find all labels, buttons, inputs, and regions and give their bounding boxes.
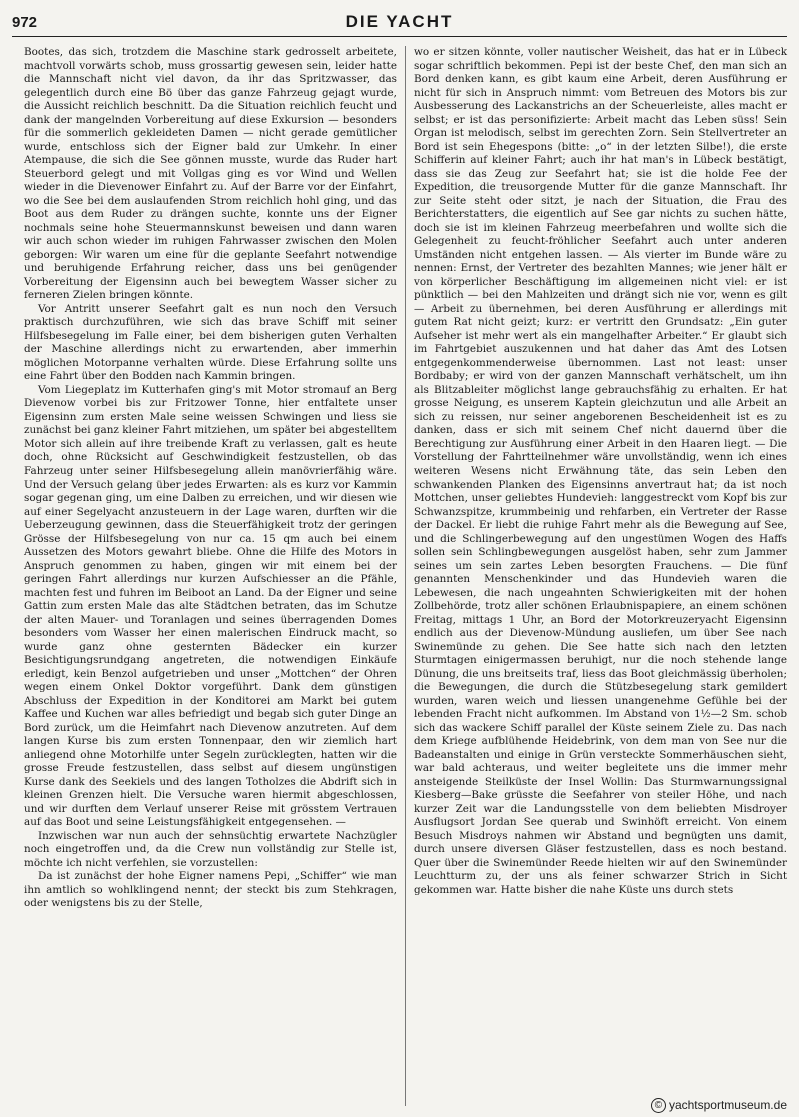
paragraph: Bootes, das sich, trotzdem die Maschine stark gedrosselt arbeitete, machtvoll vorwärts schob, muss grossartig gewesen sein, leider hatte die Mannschaft nicht viel davon, da ihr das Spritzwasser, das gelegentlich durch eine Bö über das ganze Fahrzeug gejagt wurde, die Aussicht reichlich beschnitt. Da die Situation reichlich feucht und dank der mangelnden Vorbereitung auf diese Exkursion — besonders für die sommerlich gekleideten Damen — nicht gerade gemütlicher wurde, entschloss sich der Eigner bald zur Umkehr. In einer Atempause, die sich die See gönnen musste, wurde das Ruder hart Steuerbord gelegt und mit Vollgas ging es vor Wind und Wellen wieder in die Dievenower Einfahrt zu. Auf der Barre vor der Einfahrt, wo die See bei dem auslaufenden Strom reichlich hohl ging, und das Boot aus dem Ruder zu drängen suchte, konnte uns der Eigner nochmals seine hohe Steuermannskunst beweisen und dann waren wir auch schon wieder im ruhigen Fahrwasser zwischen den Molen geborgen: Wir waren um eine für die geplante Seefahrt notwendige und beruhigende Erfahrung reicher, dass uns bei genügender Vorbereitung der Eigensinn auch bei bewegtem Wasser sicher zu ferneren Zielen bringen könnte. (24, 46, 397, 302)
header-rule (12, 36, 787, 37)
right-column (414, 46, 787, 897)
paragraph: Vom Liegeplatz im Kutterhafen ging's mit Motor stromauf an Berg Dievenow vorbei bis zur Fritzower Tonne, hier entfaltete unser Eigensinn zum ersten Male seine weissen Schwingen und liess sie zunächst bei ganz kleiner Fahrt mitziehen, um später bei abgestelltem Motor sich allein auf ihre treibende Kraft zu verlassen, galt es heute doch, ohne Rücksicht auf Geschwindigkeit festzustellen, ob das Fahrzeug unter seiner Hilfsbesegelung allein manövrierfähig wäre. Und der Versuch gelang über jedes Erwarten: als es kurz vor Kammin sogar gegenan ging, um eine Dalben zu erreichen, und wir diesen wie auf einer Segelyacht anzusteuern in der Lage waren, durften wir die Ueberzeugung gewinnen, dass die Steuerfähigkeit trotz der geringen Grösse der Hilfsbesegelung von nur ca. 15 qm auch bei einem Aussetzen des Motors gewahrt bliebe. Ohne die Hilfe des Motors in Anspruch genommen zu haben, gingen wir mit einem bei der geringen Fahrt allerdings nur kurzen Aufschiesser an die Pfähle, machten fest und fuhren im Beiboot an Land. Da der Eigner und seine Gattin zum ersten Male das alte Städtchen betraten, das im Schutze der alten Mauer- und Toranlagen und seines überragenden Domes besonders vom Wasser her einen malerischen Eindruck macht, so wurde ganz ohne gesternten Bädecker ein kurzer Besichtigungsrundgang angetreten, die notwendigen Einkäufe erledigt, kein Benzol aufgetrieben und unser „Mottchen“ der Ohren wegen einem Onkel Doktor vorgeführt. Dank dem günstigen Abschluss der Expedition in der Konditorei am Markt bei gutem Kaffee und Kuchen war alles befriedigt und begab sich guter Dinge an Bord zurück, um die Heimfahrt nach Dievenow anzutreten. Auf dem langen Kurse bis zum ersten Tonnenpaar, den wir ziemlich hart anliegend ohne Motorhilfe unter Segeln zurücklegten, hatten wir die grosse Freude festzustellen, dass selbst auf diesem ungünstigen Kurse dank des Seekiels und des langen Totholzes die Abdrift sich in kleinen Grenzen hielt. Die Versuche waren hiermit abgeschlossen, und wir durften dem Verlauf unserer Reise mit grösstem Vertrauen auf das Boot und seine Leistungsfähigkeit entgegensehen. — (24, 383, 397, 829)
page-header (0, 0, 799, 38)
column-divider (405, 46, 406, 1106)
watermark (651, 1098, 787, 1113)
paragraph: Inzwischen war nun auch der sehnsüchtig erwartete Nachzügler noch eingetroffen und, da die Crew nun vollständig zur Stelle ist, möchte ich nicht verfehlen, sie vorzustellen: (24, 829, 397, 869)
page-number: 972 (12, 14, 38, 31)
left-column (24, 46, 397, 911)
paragraph: Da ist zunächst der hohe Eigner namens Pepi, „Schiffer“ wie man ihn amtlich so wohlklingend nennt; der steckt bis zum Stehkragen, oder wenigstens bis zu der Stelle, (24, 870, 397, 910)
paragraph: wo er sitzen könnte, voller nautischer Weisheit, das hat er in Lübeck sogar schriftlich bekommen. Pepi ist der beste Chef, den man sich an Bord denken kann, es gibt kaum eine Arbeit, deren Ausführung er nicht für sich in Anspruch nimmt: vom Betreuen des Motors bis zur Ausbesserung des Lackanstrichs an der Scheuerleiste, alles macht er selbst; er ist das personifizierte: Arbeit macht das Leben süss! Sein Organ ist melodisch, selbst im gerechten Zorn. Sein Stellvertreter an Bord ist sein Ehegespons (bitte: „o“ in der letzten Silbe!), die erste Schifferin auf kleiner Fahrt; auch ihr hat man's in Lübeck bestätigt, dass sie das Zeug zur Seefahrt hat; sie ist die holde Fee der Expedition, die treusorgende Mutter für die ganze Mannschaft. Ihr zur Seite steht oder sitzt, je nach der Situation, die Frau des Berichterstatters, die eigentlich auf See gar nichts zu suchen hätte, doch sie ist im kleinen Fahrzeug meerbefahren und wollte sich die Gelegenheit zu feucht-fröhlicher Seefahrt auch unter anderen Umständen nicht entgehen lassen. — Als vierter im Bunde wäre zu nennen: Ernst, der Vertreter des bezahlten Mannes; wie jener hält er von körperlicher Beschäftigung im allgemeinen nicht viel: er ist pünktlich — bei den Mahlzeiten und drängt sich nie vor, wenn es gilt — Arbeit zu übernehmen, bei deren Ausführung er allerdings mit gutem Rat nicht geizt; kurz: er vertritt den Grundsatz: „Ein guter Aufseher ist mehr wert als ein mangelhafter Arbeiter.“ Er glaubt sich im Fahrtgebiet auszukennen und hat daher das Amt des Lotsen entgegenkommenderweise übernommen. Last not least: unser Bordbaby; er wird von der ganzen Mannschaft verhätschelt, um ihn als Blitzableiter möglichst lange gebrauchsfähig zu erhalten. Er hat grosse Neigung, es unserem Kaptein gleichzutun und alle Arbeit an sich zu reissen, nur seiner angeborenen Bescheidenheit ist es zu danken, dass er sich mit seinem Chef nicht dauernd über die Berechtigung zur Ausführung einer Arbeit in den Haaren liegt. — Die Vorstellung der Fahrtteilnehmer wäre unvollständig, wenn ich eines weiteren Wesens nicht Erwähnung täte, das sein Leben den schwankenden Planken des Eigensinns anvertraut hat; da ist noch Mottchen, unser geliebtes Hundevieh: langgestreckt vom Kopf bis zur Schwanzspitze, krummbeinig und rehfarben, ein Vertreter der Rasse der Dackel. Er liebt die ruhige Fahrt mehr als die Bewegung auf See, und die Schlingerbewegung auf den ungestümen Wogen des Haffs sollen sein Schlingbewegungen ausgelöst haben, sehr zum Jammer seines um sein zartes Leben besorgten Frauchens. — Die fünf genannten Menschenkinder und das Hundevieh waren die Lebewesen, die nach ungeahnten Schwierigkeiten mit der hohen Zollbehörde, trotz aller schönen Erlaubnispapiere, an einem schönen Freitag, mittags 1 Uhr, an Bord der Motorkreuzeryacht Eigensinn endlich aus der Dievenow-Mündung ausliefen, um über See nach Swinemünde zu gehen. Die See hatte sich nach den letzten Sturmtagen einigermassen beruhigt, nur die noch stehende lange Dünung, die uns breitseits traf, liess das Boot gleichmässig überholen; die Bewegungen, die durch die Stützbesegelung stark gemildert wurden, waren weich und liessen unangenehme Gefühle bei der lebenden Fracht nicht aufkommen. Im Abstand von 1½—2 Sm. schob sich das wackere Schiff parallel der Küste seinem Ziele zu. Das nach dem Kriege aufblühende Heidebrink, von dem man von See nur die Badeanstalten und einige in Grün versteckte Sommerhäuschen sieht, war bald achteraus, und weiter begleitete uns die immer mehr ansteigende Steilküste der Insel Wollin: Das Sturmwarnungssignal Kiesberg—Bake grüsste die Seefahrer von steiler Höhe, und nach kurzer Zeit war die Landungsstelle von dem beliebten Misdroyer Ausflugsort Jordan See querab und Swinhöft erreicht. Von einem Besuch Misdroys nahmen wir Abstand und begnügten uns damit, durch unsere diversen Gläser festzustellen, dass es noch bestand. Quer über die Swinemünder Reede hielten wir auf den Swinemünder Leuchtturm zu, der uns als feiner schwarzer Strich in Sicht gekommen war. Hatte bisher die nahe Küste uns durch stets (414, 46, 787, 896)
paragraph: Vor Antritt unserer Seefahrt galt es nun noch den Versuch praktisch durchzuführen, wie sich das brave Schiff mit seiner Hilfsbesegelung im Falle einer, bei dem bisherigen guten Verhalten der Maschine allerdings nicht zu erwartenden, aber immerhin möglichen Motorpanne verhalten würde. Diese Erfahrung sollte uns eine Fahrt über den Bodden nach Kammin bringen. (24, 302, 397, 383)
copyright-icon: © (651, 1098, 666, 1113)
watermark-text: yachtsportmuseum.de (668, 1097, 787, 1112)
page-title: DIE YACHT (345, 12, 454, 31)
